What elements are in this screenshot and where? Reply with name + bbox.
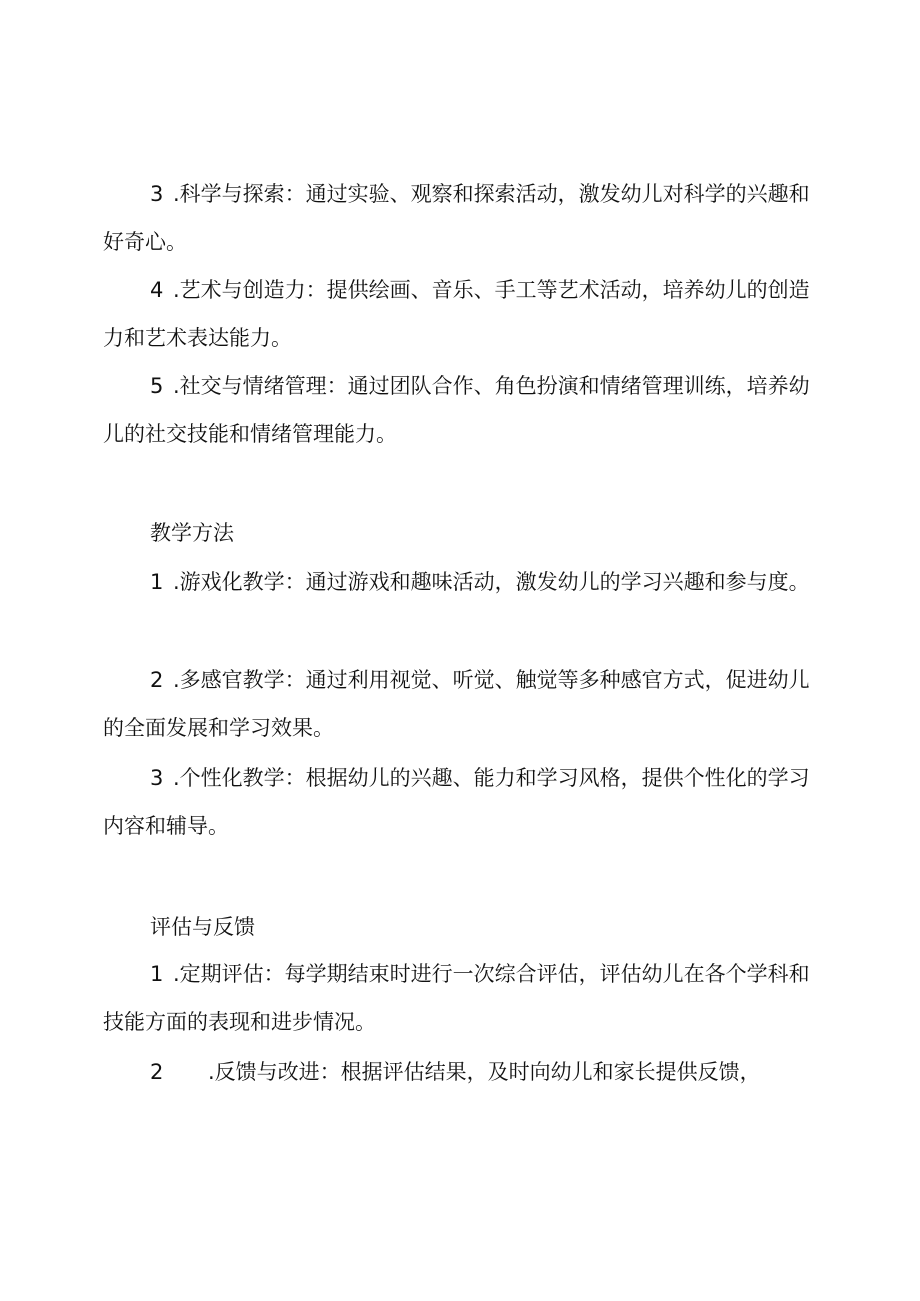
list-item bbox=[103, 266, 823, 362]
item-number: 2 bbox=[150, 1060, 164, 1084]
item-text: .个性化教学：根据幼儿的兴趣、能力和学习风格，提供个性化的学习内容和辅导。 bbox=[103, 766, 810, 838]
list-item bbox=[103, 1048, 823, 1096]
item-text: .游戏化教学：通过游戏和趣味活动，激发幼儿的学习兴趣和参与度。 bbox=[173, 570, 810, 594]
item-text: .社交与情绪管理：通过团队合作、角色扮演和情绪管理训练，培养幼儿的社交技能和情绪管理能力。 bbox=[103, 374, 810, 446]
list-item bbox=[103, 558, 823, 606]
list-item bbox=[103, 170, 823, 266]
item-number: 3 bbox=[150, 182, 164, 206]
item-text: .艺术与创造力：提供绘画、音乐、手工等艺术活动，培养幼儿的创造力和艺术表达能力。 bbox=[103, 278, 810, 350]
item-text: .科学与探索：通过实验、观察和探索活动，激发幼儿对科学的兴趣和好奇心。 bbox=[103, 182, 810, 254]
item-number: 3 bbox=[150, 766, 164, 790]
item-number: 1 bbox=[150, 570, 164, 594]
list-item bbox=[103, 656, 823, 752]
item-number: 1 bbox=[150, 962, 164, 986]
list-item bbox=[103, 754, 823, 850]
item-text: .多感官教学：通过利用视觉、听觉、触觉等多种感官方式，促进幼儿的全面发展和学习效果。 bbox=[103, 668, 810, 740]
item-text: .反馈与改进：根据评估结果，及时向幼儿和家长提供反馈， bbox=[208, 1060, 761, 1084]
section-heading: 评估与反馈 bbox=[150, 915, 255, 939]
item-number: 5 bbox=[150, 374, 164, 398]
section-heading: 教学方法 bbox=[150, 521, 234, 545]
list-item bbox=[103, 950, 823, 1046]
item-number: 2 bbox=[150, 668, 164, 692]
list-item bbox=[103, 362, 823, 458]
item-text: .定期评估：每学期结束时进行一次综合评估，评估幼儿在各个学科和技能方面的表现和进步情况。 bbox=[103, 962, 810, 1034]
item-number: 4 bbox=[150, 278, 164, 302]
